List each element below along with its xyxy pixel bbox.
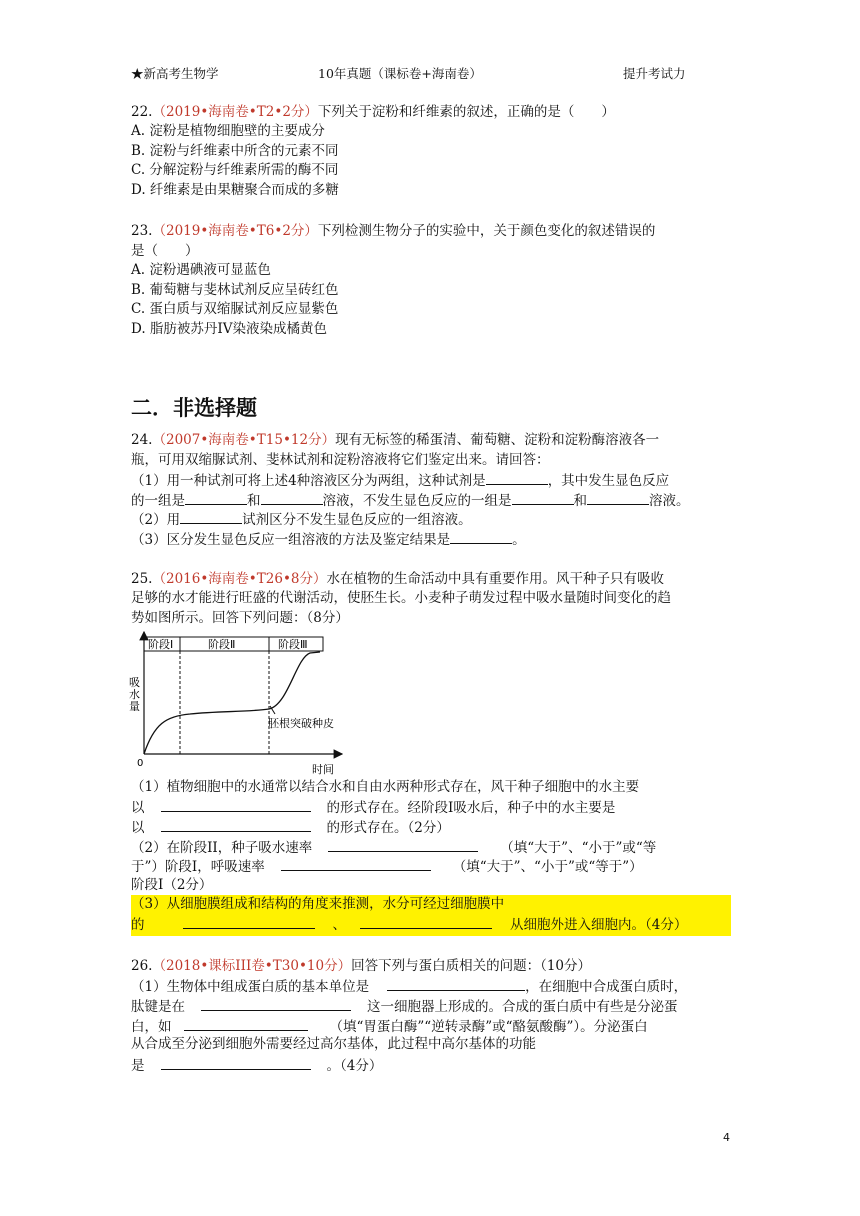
answer-blank[interactable]	[281, 856, 431, 871]
answer-blank[interactable]	[183, 914, 315, 929]
y-axis-label-3: 量	[129, 700, 140, 713]
q23-stem: 23.（2019•海南卷•T6•2分）下列检测生物分子的实验中，关于颜色变化的叙述错误的	[131, 223, 656, 239]
answer-blank[interactable]	[486, 470, 548, 485]
q25-part2-c: 阶段I（2分）	[131, 877, 213, 893]
q25-part3-b: 的 、 从细胞外进入细胞内。（4分）	[131, 914, 731, 936]
q25-part2-b: 于”）阶段I，呼吸速率 （填“大于”、“小于”或“等于”）	[131, 856, 643, 878]
q22-option-b: B. 淀粉与纤维素中所含的元素不同	[131, 143, 339, 159]
radicle-annotation: 胚根突破种皮	[268, 717, 334, 730]
q22-option-a: A. 淀粉是植物细胞壁的主要成分	[131, 123, 325, 139]
q25-part1-c: 以 的形式存在。（2分）	[131, 817, 450, 839]
origin-label: 0	[137, 758, 144, 769]
q24-source: （2007•海南卷•T15•12分）	[152, 432, 336, 448]
q26-part1-c: 白，如 （填“胃蛋白酶”“逆转录酶”或“酪氨酸酶”）。分泌蛋白	[131, 1016, 648, 1038]
q22-stem: 22.（2019•海南卷•T2•2分）下列关于淀粉和纤维素的叙述，正确的是（ ）	[131, 104, 615, 120]
q23-stem-cont: 是（ ）	[131, 243, 199, 259]
q24-line2: 瓶，可用双缩脲试剂、斐林试剂和淀粉溶液将它们鉴定出来。请回答：	[131, 452, 550, 468]
answer-blank[interactable]	[180, 509, 242, 524]
q25-part2: （2）在阶段II，种子吸水速率 （填“大于”、“小于”或“等	[131, 837, 656, 859]
answer-blank[interactable]	[387, 976, 525, 991]
q25-part3: （3）从细胞膜组成和结构的角度来推测，水分可经过细胞膜中	[131, 895, 731, 915]
q22-source: （2019•海南卷•T2•2分）	[152, 104, 318, 120]
answer-blank[interactable]	[587, 490, 649, 505]
answer-blank[interactable]	[201, 996, 351, 1011]
y-axis-label-1: 吸	[129, 676, 140, 689]
answer-blank[interactable]	[161, 797, 311, 812]
q24-part2: （2）用 试剂区分不发生显色反应的一组溶液。	[131, 509, 472, 531]
answer-blank[interactable]	[450, 529, 512, 544]
q26-part1-b: 肽键是在 这一细胞器上形成的。合成的蛋白质中有些是分泌蛋	[131, 996, 678, 1018]
header-right: 提升考试力	[623, 66, 686, 81]
x-axis-label: 时间	[312, 763, 334, 776]
water-uptake-curve	[144, 652, 320, 754]
stage-1-label: 阶段Ⅰ	[148, 638, 174, 651]
q25-line2: 足够的水才能进行旺盛的代谢活动，使胚生长。小麦种子萌发过程中吸水量随时间变化的趋	[131, 590, 671, 606]
q23-option-a: A. 淀粉遇碘液可显蓝色	[131, 262, 271, 278]
q26-part1-d: 从合成至分泌到细胞外需要经过高尔基体，此过程中高尔基体的功能	[131, 1036, 536, 1052]
q26-stem: 26.（2018•课标III卷•T30•10分）回答下列与蛋白质相关的问题：（10分）	[131, 958, 592, 974]
page-number: 4	[723, 1131, 730, 1144]
q24-part3: （3）区分发生显色反应一组溶液的方法及鉴定结果是 。	[131, 529, 526, 551]
stage-2-label: 阶段Ⅱ	[208, 638, 236, 651]
header-left: ★新高考生物学	[131, 66, 219, 81]
answer-blank[interactable]	[185, 490, 247, 505]
q25-part1: （1）植物细胞中的水通常以结合水和自由水两种形式存在，风干种子细胞中的水主要	[131, 779, 640, 795]
q22-option-d: D. 纤维素是由果糖聚合而成的多糖	[131, 182, 339, 198]
q22-option-c: C. 分解淀粉与纤维素所需的酶不同	[131, 162, 339, 178]
q26-source: （2018•课标III卷•T30•10分）	[152, 958, 352, 974]
answer-blank[interactable]	[360, 914, 492, 929]
section-heading: 二．非选择题	[131, 396, 257, 420]
q26-part1-e: 是 。（4分）	[131, 1055, 382, 1077]
answer-blank[interactable]	[161, 817, 311, 832]
q25-part1-b: 以 的形式存在。经阶段I吸水后，种子中的水主要是	[131, 797, 615, 819]
answer-blank[interactable]	[184, 1016, 308, 1031]
q25-source: （2016•海南卷•T26•8分）	[152, 571, 327, 587]
q23-option-d: D. 脂肪被苏丹IV染液染成橘黄色	[131, 321, 328, 337]
y-axis-label-2: 水	[129, 688, 140, 701]
q24-part1: （1）用一种试剂可将上述4种溶液区分为两组，这种试剂是 ，其中发生显色反应	[131, 470, 669, 492]
answer-blank[interactable]	[328, 837, 478, 852]
q23-source: （2019•海南卷•T6•2分）	[152, 223, 318, 239]
header-center: 10年真题（课标卷+海南卷）	[318, 66, 482, 81]
q25-line3: 势如图所示。回答下列问题：（8分）	[131, 610, 349, 626]
q24-stem: 24.（2007•海南卷•T15•12分）现有无标签的稀蛋清、葡萄糖、淀粉和淀粉酶溶液各一	[131, 432, 660, 448]
q26-part1: （1）生物体中组成蛋白质的基本单位是 ，在细胞中合成蛋白质时，	[131, 976, 687, 998]
q24-part1-cont: 的一组是 和 溶液，不发生显色反应的一组是 和 溶液。	[131, 490, 690, 512]
q25-stem: 25.（2016•海南卷•T26•8分）水在植物的生命活动中具有重要作用。风干种子只有吸收	[131, 571, 665, 587]
q23-option-c: C. 蛋白质与双缩脲试剂反应显紫色	[131, 301, 339, 317]
answer-blank[interactable]	[512, 490, 574, 505]
stage-3-label: 阶段Ⅲ	[278, 638, 308, 651]
answer-blank[interactable]	[161, 1055, 311, 1070]
answer-blank[interactable]	[261, 490, 323, 505]
water-uptake-figure	[128, 628, 358, 776]
q23-option-b: B. 葡萄糖与斐林试剂反应呈砖红色	[131, 282, 339, 298]
